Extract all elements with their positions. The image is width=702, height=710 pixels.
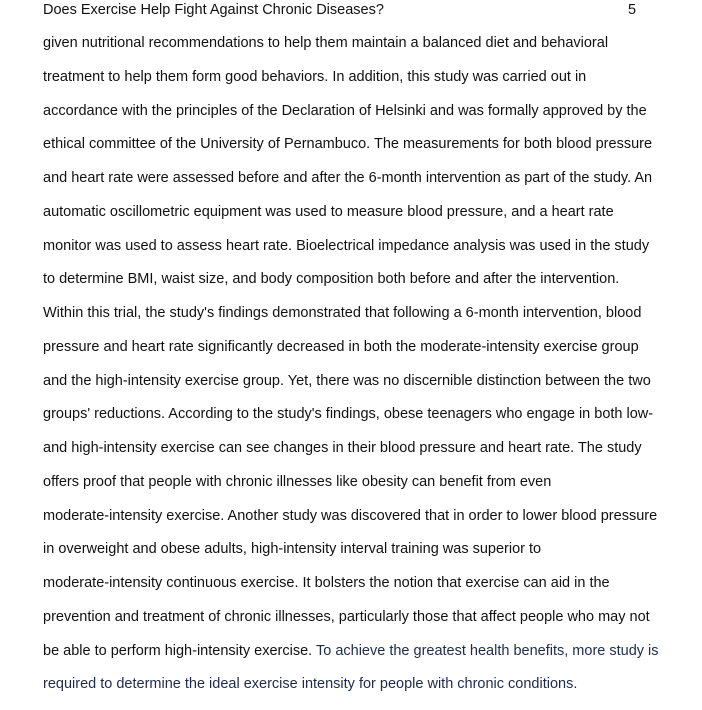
text-line: groups' reductions. According to the study's findings, obese teenagers who engage in both low- — [43, 406, 654, 423]
text-line: given nutritional recommendations to help them maintain a balanced diet and behavioral — [43, 35, 609, 51]
text-line: offers proof that people with chronic illnesses like obesity can benefit from even — [43, 473, 552, 490]
text-segment: be able to perform high-intensity exercise. — [43, 642, 313, 659]
highlighted-text-segment: To achieve the greatest health benefits, more study is — [312, 642, 659, 659]
page-number: 5 — [628, 2, 637, 18]
text-line: pressure and heart rate significantly decreased in both the moderate-intensity exercise group — [43, 338, 639, 355]
text-line: to determine BMI, waist size, and body composition both before and after the intervention. — [43, 271, 620, 288]
text-line: treatment to help them form good behaviors. In addition, this study was carried out in — [43, 68, 587, 85]
body-text — [43, 35, 683, 710]
text-line: moderate-intensity exercise. Another study was discovered that in order to lower blood pressure — [43, 507, 658, 524]
text-line: in overweight and obese adults, high-intensity interval training was superior to — [43, 541, 542, 558]
text-line: ethical committee of the University of Pernambuco. The measurements for both blood pressure — [43, 136, 653, 153]
running-head: Does Exercise Help Fight Against Chronic Diseases? — [43, 2, 384, 18]
text-line: and high-intensity exercise can see changes in their blood pressure and heart rate. The study — [43, 440, 642, 456]
text-line: moderate-intensity continuous exercise. It bolsters the notion that exercise can aid in the — [43, 575, 610, 591]
text-line: monitor was used to assess heart rate. Bioelectrical impedance analysis was used in the study — [43, 237, 650, 254]
text-line — [43, 643, 683, 677]
highlighted-text-line: required to determine the ideal exercise intensity for people with chronic conditions. — [43, 676, 578, 693]
text-line: and the high-intensity exercise group. Yet, there was no discernible distinction between the two — [43, 372, 651, 389]
text-line: automatic oscillometric equipment was used to measure blood pressure, and a heart rate — [43, 203, 614, 220]
text-line: prevention and treatment of chronic illnesses, particularly those that affect people who may not — [43, 608, 650, 625]
text-line: and heart rate were assessed before and after the 6-month intervention as part of the study. An — [43, 170, 653, 186]
text-line: Within this trial, the study's findings demonstrated that following a 6-month intervention, blood — [43, 305, 642, 321]
text-line: accordance with the principles of the Declaration of Helsinki and was formally approved by the — [43, 102, 647, 119]
